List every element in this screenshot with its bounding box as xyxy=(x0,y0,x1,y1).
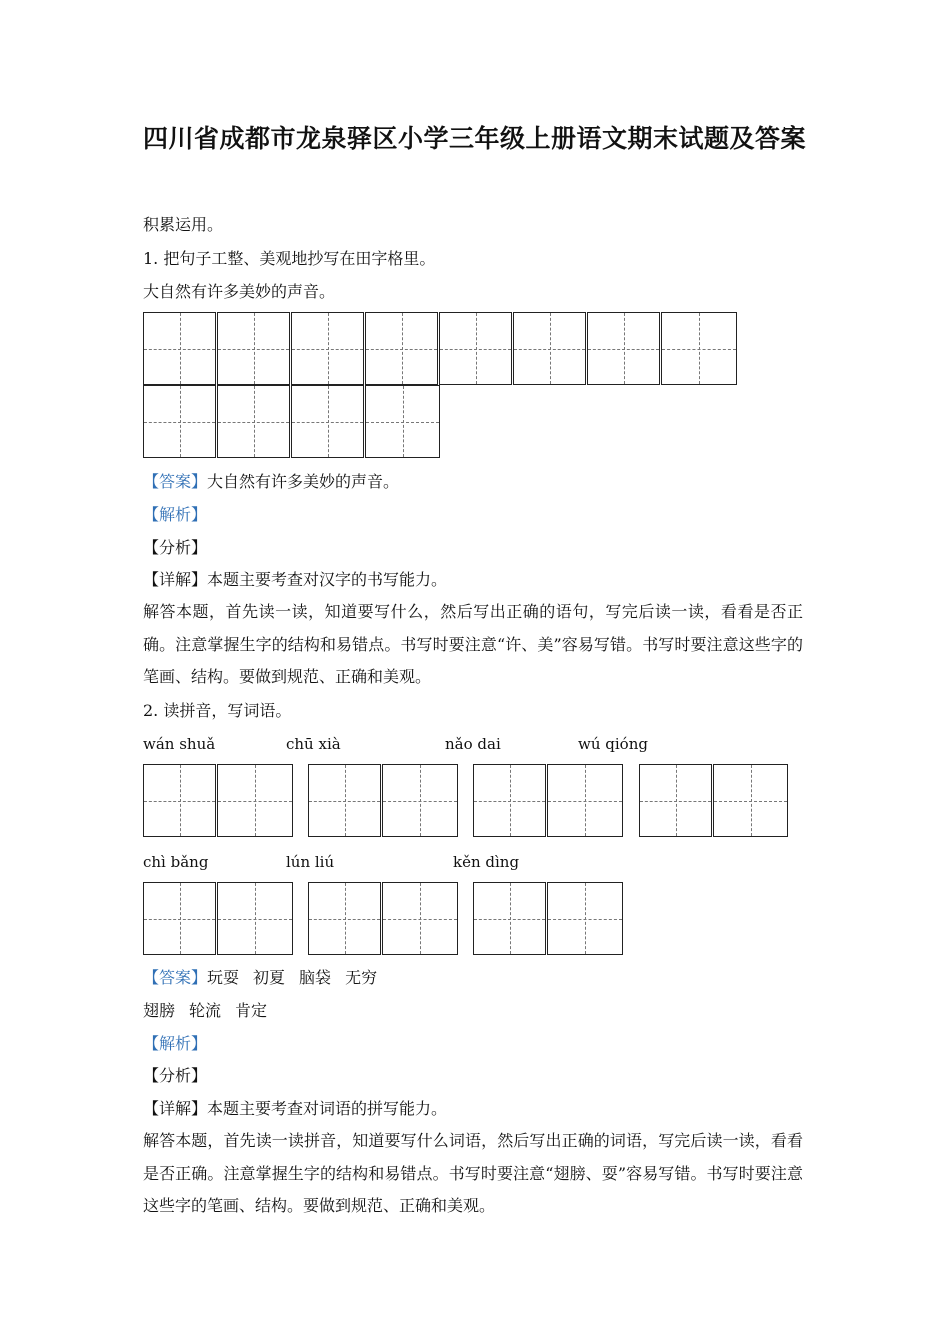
detail-text: 本题主要考查对汉字的书写能力。 xyxy=(207,570,448,589)
fenxi-q2: 【分析】 xyxy=(143,1066,208,1085)
answer-text: 大自然有许多美妙的声音。 xyxy=(207,472,400,491)
answer-tag: 【答案】 xyxy=(143,472,208,491)
grid-cell xyxy=(291,385,364,458)
grid-cell xyxy=(661,312,737,385)
answer-word: 轮流 xyxy=(189,1001,222,1020)
question-2: 2. 读拼音，写词语。 xyxy=(143,701,292,720)
grid-cell xyxy=(513,312,586,385)
explanation-q1: 解答本题，首先读一读，知道要写什么，然后写出正确的语句，写完后读一读，看看是否正确。注意掌握生字的结构和易错点。书写时要注意“许、美”容易写错。书写时要注意这些字的笔画、结构。要做到规范、正确和美观。 xyxy=(143,602,803,686)
grid-cell xyxy=(382,882,458,955)
grid-cell xyxy=(217,312,290,385)
page-title: 四川省成都市龙泉驿区小学三年级上册语文期末试题及答案 xyxy=(143,124,807,153)
answer-word: 肯定 xyxy=(235,1001,268,1020)
answer-q1 xyxy=(143,471,399,493)
pinyin-label: wán shuǎ xyxy=(143,735,216,753)
section-heading: 积累运用。 xyxy=(143,215,224,234)
detail-tag: 【详解】 xyxy=(143,1099,208,1118)
grid-cell xyxy=(547,882,623,955)
grid-cell xyxy=(308,882,381,955)
fenxi-q1: 【分析】 xyxy=(143,538,208,557)
grid-cell xyxy=(713,764,788,837)
grid-cell xyxy=(217,882,293,955)
pinyin-label: chì bǎng xyxy=(143,853,209,871)
question-1-sentence: 大自然有许多美妙的声音。 xyxy=(143,282,336,301)
grid-cell xyxy=(143,882,216,955)
pinyin-label: kěn dìng xyxy=(453,853,520,871)
detail-q1 xyxy=(143,569,447,591)
answer-word: 无穷 xyxy=(345,968,378,987)
answer-word: 脑袋 xyxy=(299,968,332,987)
answer-word: 玩耍 xyxy=(207,968,240,987)
grid-cell xyxy=(639,764,712,837)
grid-cell xyxy=(217,385,290,458)
analysis-tag-q1: 【解析】 xyxy=(143,505,208,524)
pinyin-label: chū xià xyxy=(286,735,341,753)
explanation-q2: 解答本题，首先读一读拼音，知道要写什么词语，然后写出正确的词语，写完后读一读，看看是否正确。注意掌握生字的结构和易错点。书写时要注意“翅膀、耍”容易写错。书写时要注意这些字的笔画、结构。要做到规范、正确和美观。 xyxy=(143,1131,803,1215)
pinyin-label: wú qióng xyxy=(578,735,648,753)
grid-cell xyxy=(365,312,438,385)
detail-tag: 【详解】 xyxy=(143,570,208,589)
analysis-tag-q2: 【解析】 xyxy=(143,1034,208,1053)
grid-cell xyxy=(143,312,216,385)
grid-cell xyxy=(473,764,546,837)
grid-cell xyxy=(547,764,623,837)
question-1: 1. 把句子工整、美观地抄写在田字格里。 xyxy=(143,249,436,268)
answer-tag: 【答案】 xyxy=(143,968,208,987)
grid-cell xyxy=(143,385,216,458)
pinyin-label: nǎo dai xyxy=(445,735,501,753)
pinyin-label: lún liú xyxy=(286,853,335,871)
detail-q2 xyxy=(143,1098,447,1120)
answer-q2-line2 xyxy=(143,1000,281,1022)
answer-q2 xyxy=(143,967,391,989)
grid-cell xyxy=(143,764,216,837)
grid-cell xyxy=(439,312,512,385)
grid-cell xyxy=(291,312,364,385)
grid-cell xyxy=(382,764,458,837)
detail-text: 本题主要考查对词语的拼写能力。 xyxy=(207,1099,448,1118)
grid-cell xyxy=(473,882,546,955)
answer-word: 翅膀 xyxy=(143,1001,176,1020)
grid-cell xyxy=(308,764,381,837)
answer-word: 初夏 xyxy=(253,968,286,987)
grid-cell xyxy=(587,312,660,385)
grid-cell xyxy=(365,385,440,458)
grid-cell xyxy=(217,764,293,837)
